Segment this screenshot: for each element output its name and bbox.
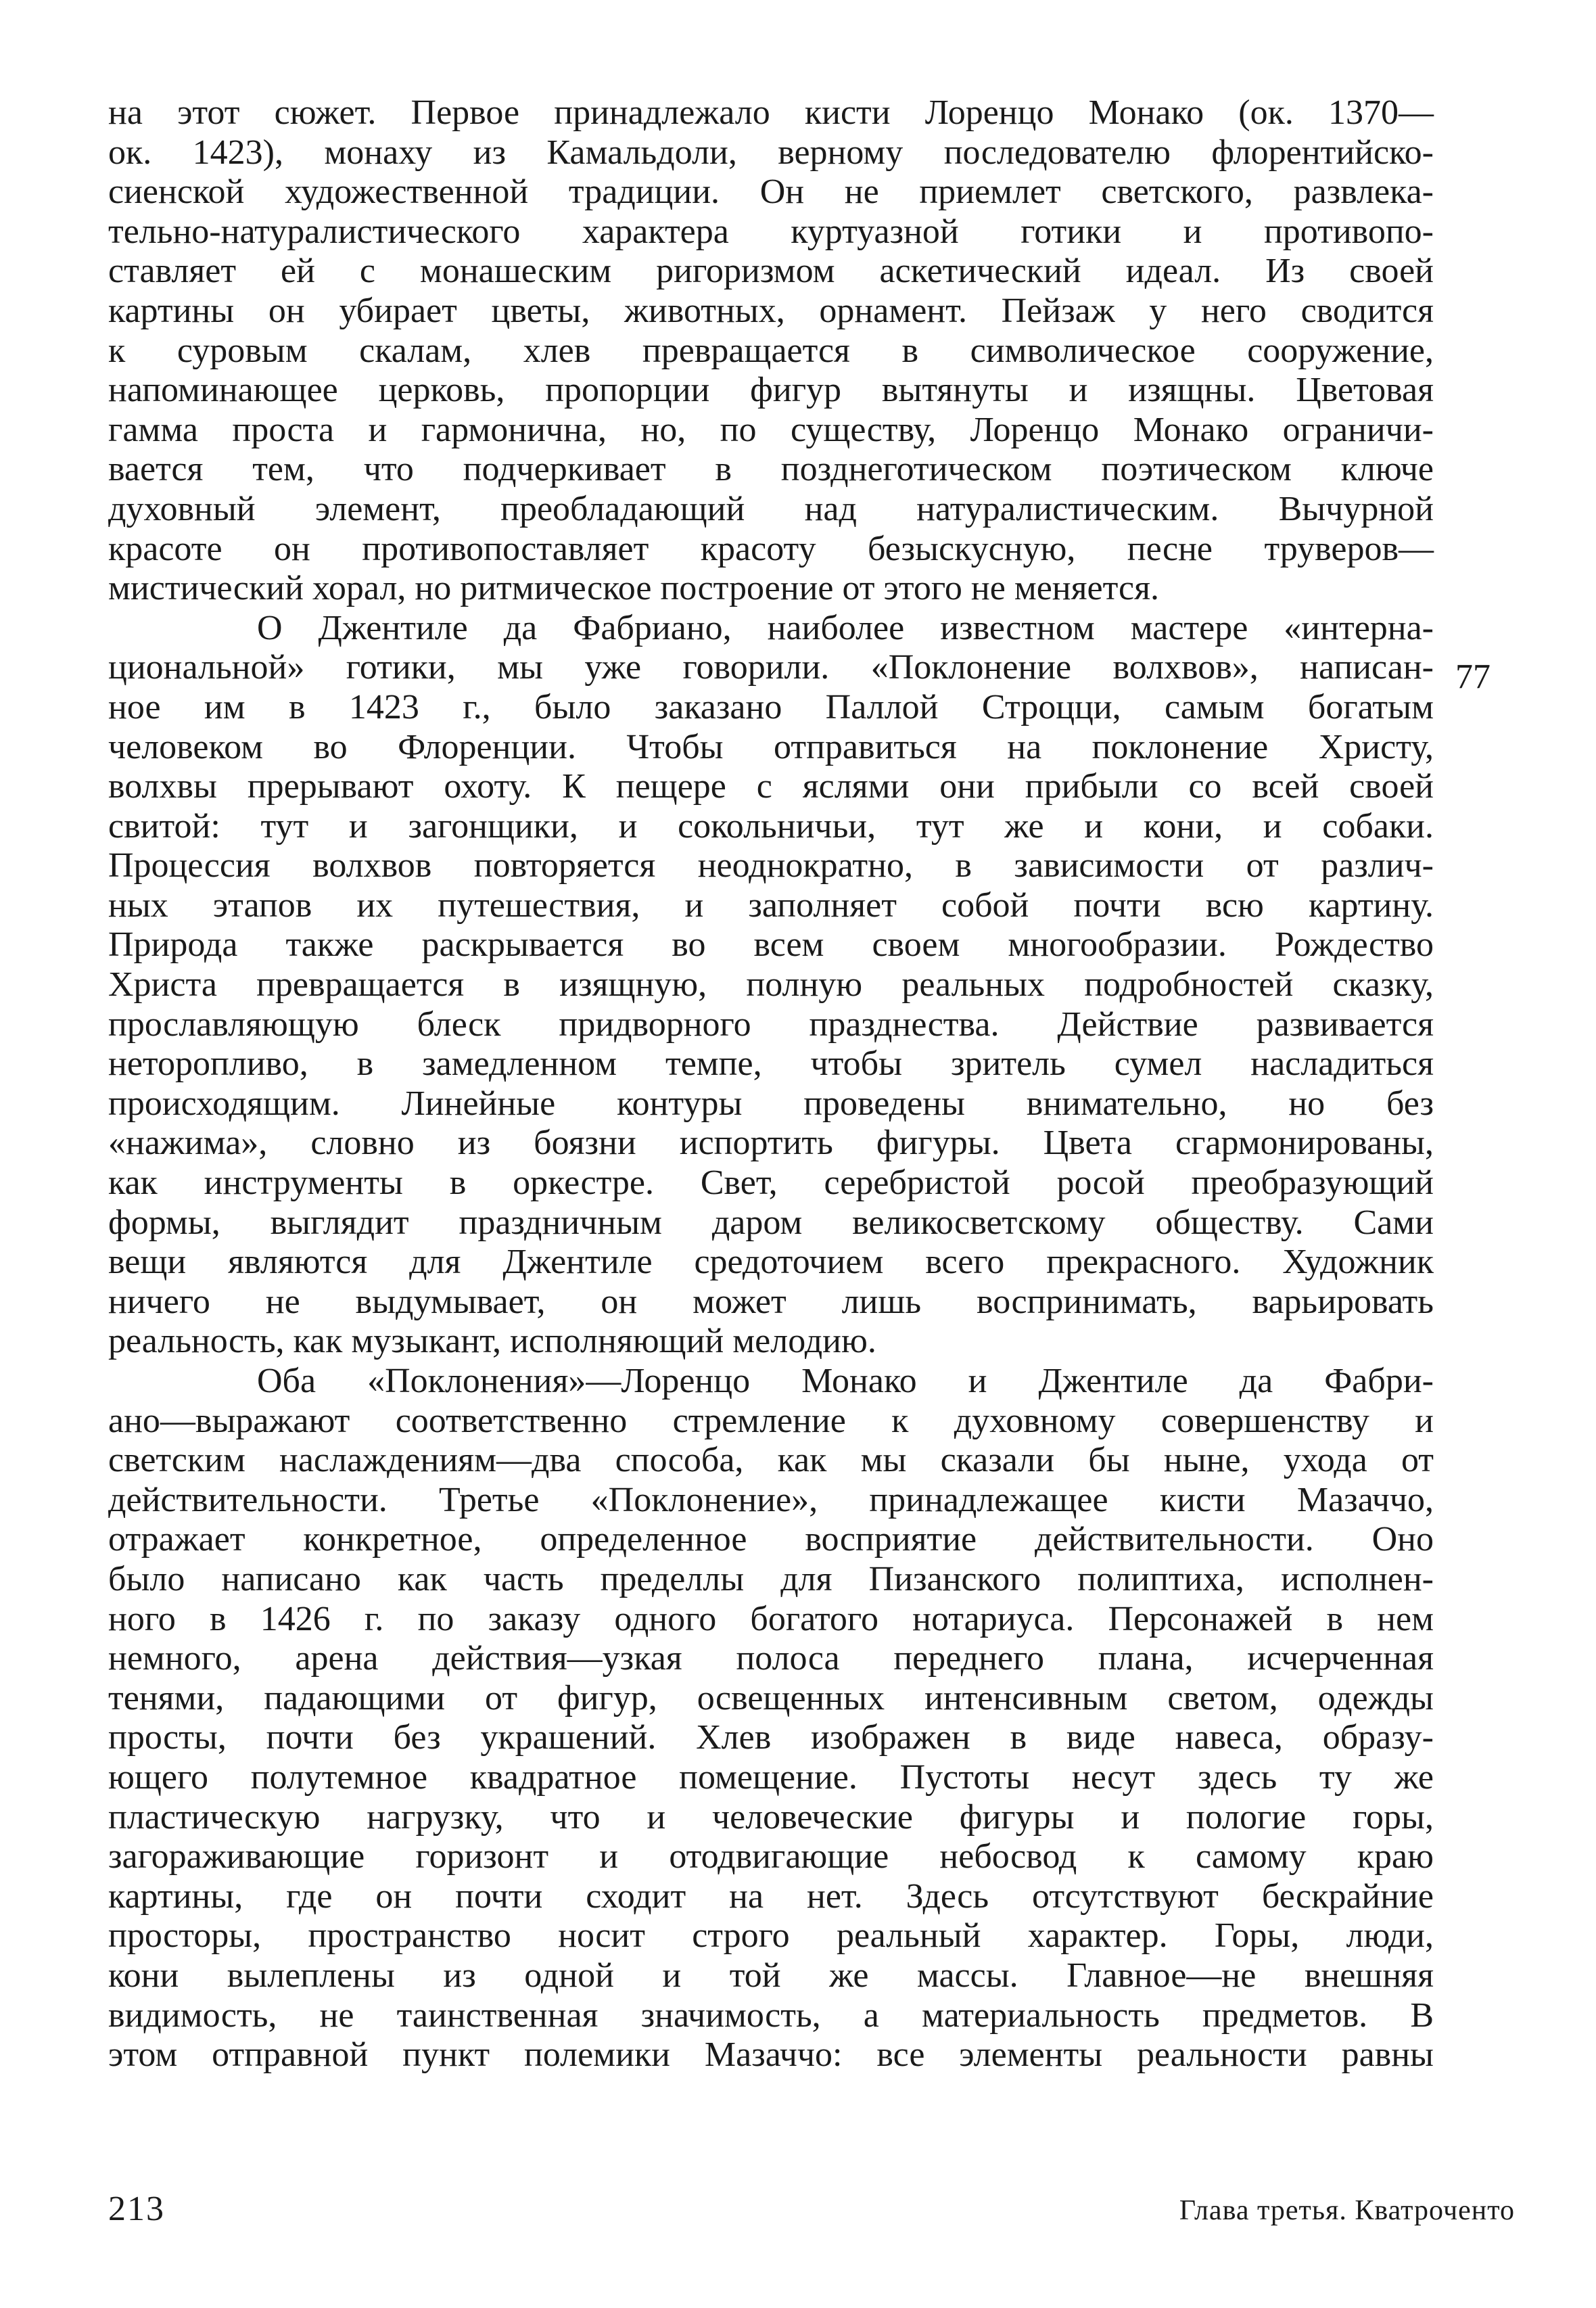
text-line: ничего не выдумывает, он может лишь воспринимать, варьировать [108, 1282, 1434, 1321]
text-line: было написано как часть пределлы для Пизанского полиптиха, исполнен- [108, 1559, 1434, 1598]
text-line: духовный элемент, преобладающий над натуралистическим. Вычурной [108, 489, 1434, 528]
text-line: как инструменты в оркестре. Свет, серебристой росой преобразующий [108, 1163, 1434, 1203]
text-line: ного в 1426 г. по заказу одного богатого нотариуса. Персонажей в нем [108, 1599, 1434, 1638]
text-line: О Джентиле да Фабриано, наиболее известном мастере «интерна- [257, 608, 1434, 647]
text-line: этом отправной пункт полемики Мазаччо: все элементы реальности равны [108, 2035, 1434, 2075]
text-line: мистический хорал, но ритмическое построение от этого не меняется. [108, 569, 1159, 608]
body-text [108, 93, 1434, 2075]
text-line: реальность, как музыкант, исполняющий мелодию. [108, 1322, 876, 1361]
text-line: ано—выражают соответственно стремление к духовному совершенству и [108, 1401, 1434, 1440]
text-line: «нажима», словно из боязни испортить фигуры. Цвета сгармонированы, [108, 1124, 1434, 1163]
text-line: действительности. Третье «Поклонение», принадлежащее кисти Мазаччо, [108, 1480, 1434, 1519]
text-line: тенями, падающими от фигур, освещенных интенсивным светом, одежды [108, 1678, 1434, 1717]
text-line: волхвы прерывают охоту. К пещере с яслями они прибыли со всей своей [108, 767, 1434, 806]
text-line: картины, где он почти сходит на нет. Здесь отсутствуют бескрайние [108, 1876, 1434, 1916]
text-line: тельно-натуралистического характера куртуазной готики и противопо- [108, 212, 1434, 251]
text-line: ных этапов их путешествия, и заполняет собой почти всю картину. [108, 885, 1434, 925]
text-line: формы, выглядит праздничным даром великосветскому обществу. Сами [108, 1203, 1434, 1242]
text-line: светским наслаждениям—два способа, как мы сказали бы ныне, ухода от [108, 1441, 1434, 1480]
text-line: просты, почти без украшений. Хлев изображен в виде навеса, образу- [108, 1718, 1434, 1757]
text-line: сиенской художественной традиции. Он не приемлет светского, развлека- [108, 172, 1434, 212]
text-line: циональной» готики, мы уже говорили. «Поклонение волхвов», написан- [108, 648, 1434, 687]
text-line: немного, арена действия—узкая полоса переднего плана, исчерченная [108, 1639, 1434, 1678]
text-line: свитой: тут и загонщики, и сокольничьи, тут же и кони, и собаки. [108, 806, 1434, 846]
text-line: ющего полутемное квадратное помещение. Пустоты несут здесь ту же [108, 1757, 1434, 1797]
text-line: Процессия волхвов повторяется неоднократно, в зависимости от различ- [108, 846, 1434, 885]
text-line: человеком во Флоренции. Чтобы отправиться на поклонение Христу, [108, 727, 1434, 766]
text-line: ок. 1423), монаху из Камальдоли, верному последователю флорентийско- [108, 133, 1434, 172]
running-footer-chapter: Глава третья. Кватроченто [1179, 2195, 1515, 2226]
text-line: красоте он противопоставляет красоту безыскусную, песне труверов— [108, 529, 1434, 568]
text-line: ставляет ей с монашеским ригоризмом аскетический идеал. Из своей [108, 252, 1434, 291]
page-number: 213 [108, 2190, 165, 2228]
text-line: Оба «Поклонения»—Лоренцо Монако и Джентиле да Фабри- [257, 1362, 1434, 1400]
text-line: загораживающие горизонт и отодвигающие небосвод к самому краю [108, 1837, 1434, 1876]
text-line: прославляющую блеск придворного празднества. Действие развивается [108, 1005, 1434, 1044]
text-line: к суровым скалам, хлев превращается в символическое сооружение, [108, 331, 1434, 370]
text-line: пластическую нагрузку, что и человеческие фигуры и пологие горы, [108, 1797, 1434, 1837]
text-line: просторы, пространство носит строго реальный характер. Горы, люди, [108, 1916, 1434, 1956]
margin-note: 77 [1455, 657, 1491, 696]
text-line: напоминающее церковь, пропорции фигур вытянуты и изящны. Цветовая [108, 371, 1434, 410]
text-line: кони вылеплены из одной и той же массы. Главное—не внешняя [108, 1956, 1434, 1995]
text-line: Христа превращается в изящную, полную реальных подробностей сказку, [108, 965, 1434, 1005]
text-line: гамма проста и гармонична, но, по существу, Лоренцо Монако ограничи- [108, 410, 1434, 449]
text-line: Природа также раскрывается во всем своем многообразии. Рождество [108, 925, 1434, 965]
text-line: вается тем, что подчеркивает в позднеготическом поэтическом ключе [108, 450, 1434, 489]
text-line: на этот сюжет. Первое принадлежало кисти Лоренцо Монако (ок. 1370— [108, 93, 1434, 132]
text-line: отражает конкретное, определенное восприятие действительности. Оно [108, 1520, 1434, 1559]
text-line: видимость, не таинственная значимость, а материальность предметов. В [108, 1995, 1434, 2035]
text-line: неторопливо, в замедленном темпе, чтобы зритель сумел насладиться [108, 1044, 1434, 1084]
text-line: ное им в 1423 г., было заказано Паллой Строцци, самым богатым [108, 687, 1434, 726]
text-line: картины он убирает цветы, животных, орнамент. Пейзаж у него сводится [108, 291, 1434, 330]
text-line: вещи являются для Джентиле средоточием всего прекрасного. Художник [108, 1243, 1434, 1282]
text-line: происходящим. Линейные контуры проведены внимательно, но без [108, 1084, 1434, 1123]
